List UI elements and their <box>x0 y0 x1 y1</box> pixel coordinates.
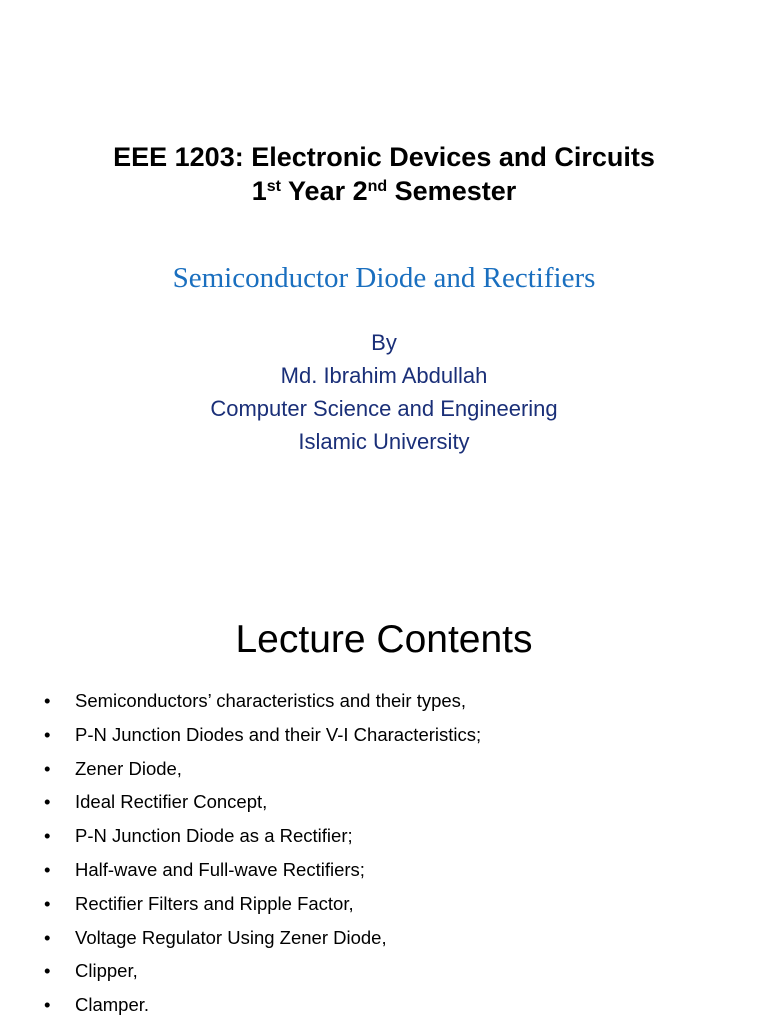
list-item <box>44 718 481 752</box>
course-title <box>0 140 768 208</box>
bullet-icon: • <box>44 892 51 914</box>
list-item <box>44 819 481 853</box>
list-item-text: Semiconductors’ characteristics and their types, <box>75 690 467 711</box>
list-item <box>44 785 481 819</box>
author-block <box>0 326 768 458</box>
lecture-contents-heading: Lecture Contents <box>235 618 533 661</box>
lecture-contents-list <box>44 684 481 1022</box>
author-name: Md. Ibrahim Abdullah <box>280 363 488 388</box>
bullet-icon: • <box>44 994 51 1016</box>
list-item-text: Half-wave and Full-wave Rectifiers; <box>75 858 365 880</box>
list-item <box>44 752 481 786</box>
course-title-line-1: EEE 1203: Electronic Devices and Circuits <box>113 142 655 172</box>
course-title-line-2 <box>0 174 768 208</box>
semester-ordinal: nd <box>367 178 388 195</box>
bullet-icon: • <box>44 791 51 813</box>
list-item-text: Ideal Rectifier Concept, <box>75 791 268 813</box>
list-item <box>44 853 481 887</box>
list-item-text: Rectifier Filters and Ripple Factor, <box>75 892 354 914</box>
semester-label: Semester <box>387 176 517 206</box>
bullet-icon: • <box>44 757 51 779</box>
year-ordinal: st <box>266 178 282 195</box>
year-semester-text: Year 2 <box>281 176 368 206</box>
list-item-text: Voltage Regulator Using Zener Diode, <box>75 926 387 948</box>
year-number: 1 <box>251 176 267 206</box>
lecture-contents-slide <box>0 512 768 1024</box>
list-item-text: P-N Junction Diodes and their V-I Characteristics; <box>75 723 482 745</box>
list-item-text: P-N Junction Diode as a Rectifier; <box>75 825 353 847</box>
list-item <box>44 684 481 718</box>
list-item <box>44 887 481 921</box>
list-item <box>44 921 481 955</box>
list-item <box>44 954 481 988</box>
university-name: Islamic University <box>298 429 470 454</box>
bullet-icon: • <box>44 825 51 847</box>
list-item-text: Clamper. <box>75 994 150 1016</box>
department-name: Computer Science and Engineering <box>210 396 558 421</box>
list-item-text: Clipper, <box>75 960 138 982</box>
bullet-icon: • <box>44 926 51 948</box>
by-label: By <box>371 330 397 355</box>
bullet-icon: • <box>44 858 51 880</box>
bullet-icon: • <box>44 960 51 982</box>
bullet-icon: • <box>44 723 51 745</box>
bullet-icon: • <box>44 690 51 711</box>
list-item-text: Zener Diode, <box>75 757 182 779</box>
slide-subtitle: Semiconductor Diode and Rectifiers <box>172 262 596 294</box>
list-item <box>44 988 481 1022</box>
